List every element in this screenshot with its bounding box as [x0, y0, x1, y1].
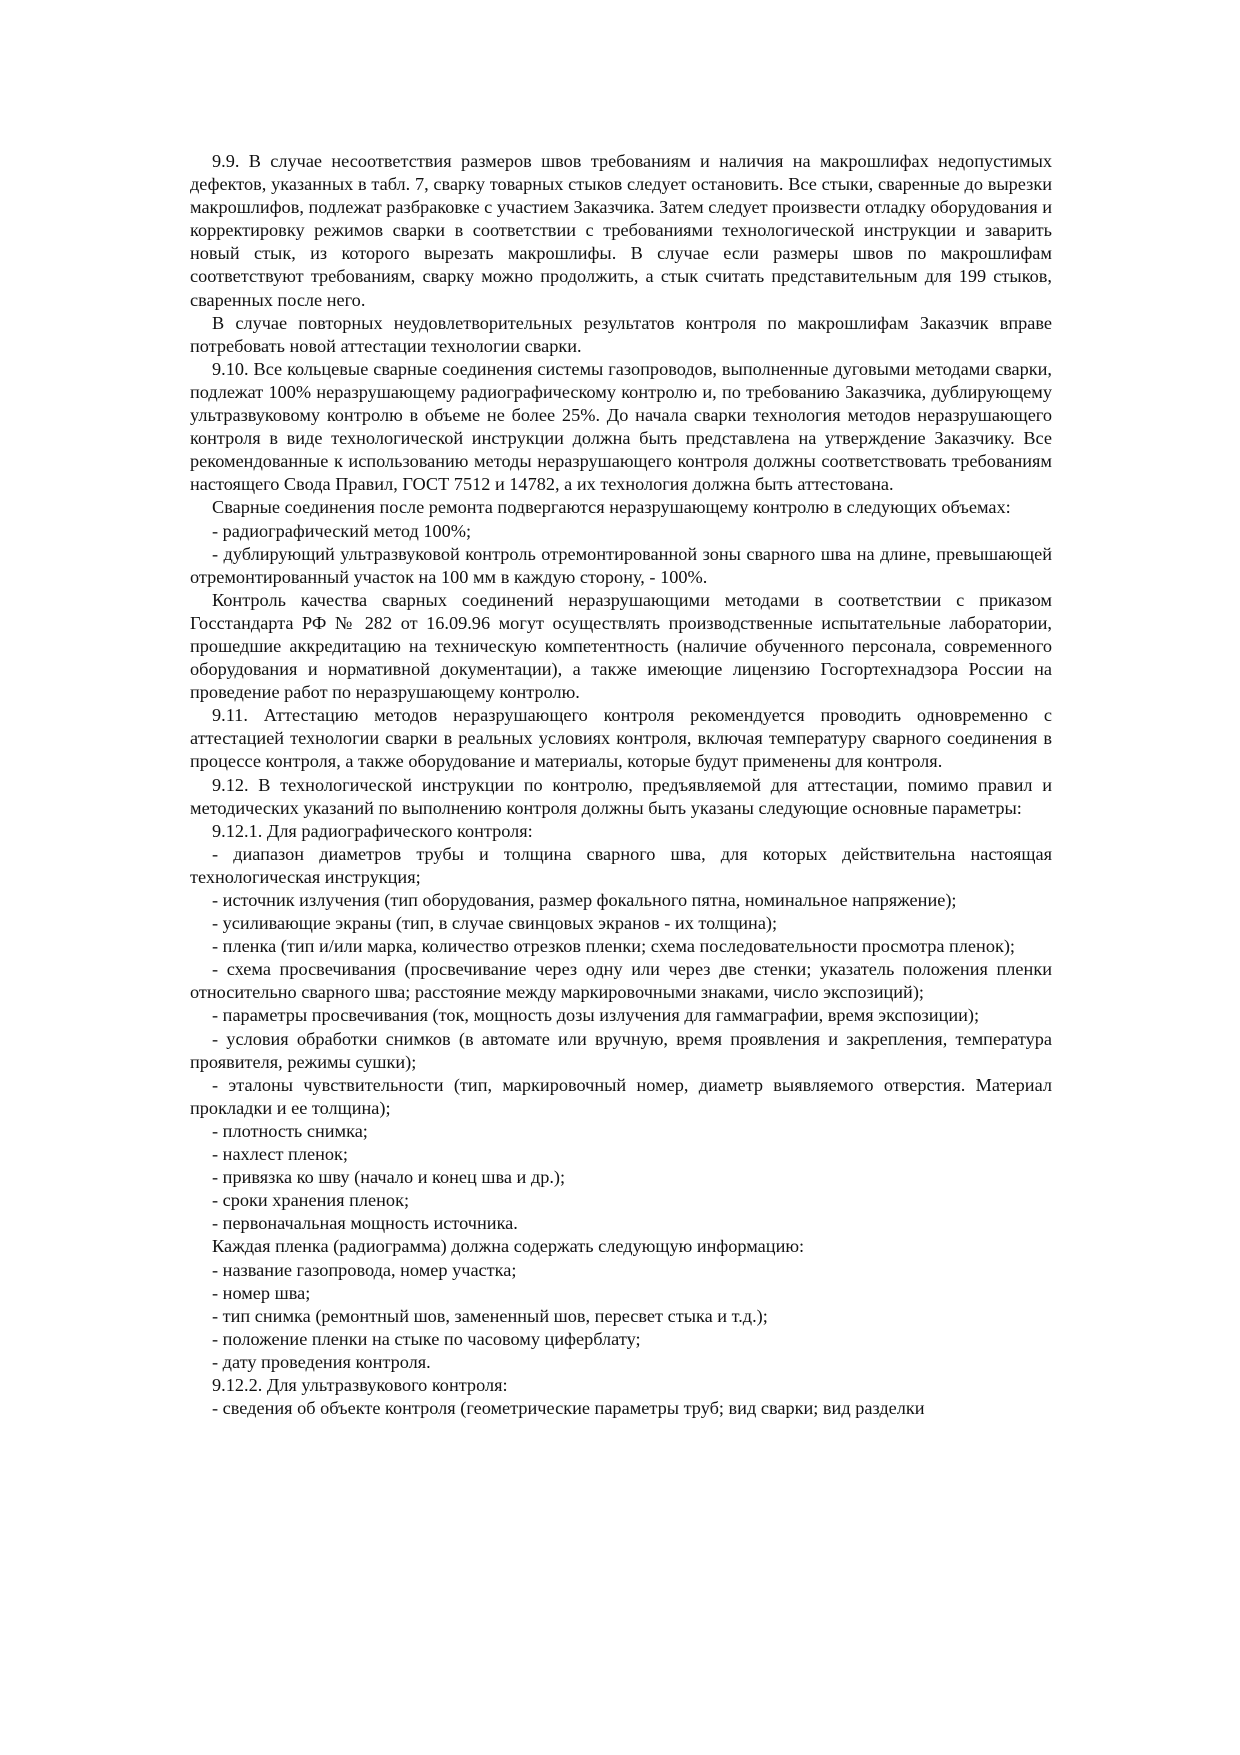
list-item: - эталоны чувствительности (тип, маркировочный номер, диаметр выявляемого отверстия. Материал прокладки и ее толщина); — [190, 1074, 1052, 1118]
paragraph-9-10: 9.10. Все кольцевые сварные соединения системы газопроводов, выполненные дуговыми методами сварки, подлежат 100% неразрушающему радиографическому контролю и, по требованию Заказчика, дублирующему ультразвуковому контролю в объеме не более 25%. До начала сварки технология методов неразрушающего контроля в виде технологической инструкции должна быть представлена на утверждение Заказчику. Все рекомендованные к использованию методы неразрушающего контроля должны соответствовать требованиям настоящего Свода Правил, ГОСТ 7512 и 14782, а их технология должна быть аттестована. — [190, 358, 1052, 495]
paragraph-film-info: Каждая пленка (радиограмма) должна содержать следующую информацию: — [212, 1236, 805, 1257]
paragraph-quality-control: Контроль качества сварных соединений неразрушающими методами в соответствии с приказом Госстандарта РФ № 282 от 16.09.96 могут осуществлять производственные испытательные лаборатории, прошедшие аккредитацию на техническую компетентность (наличие обученного персонала, современного оборудования и нормативной документации), а также имеющие лицензию Госгортехнадзора России на проведение работ по неразрушающему контролю. — [190, 589, 1052, 703]
paragraph-repeat-results: В случае повторных неудовлетворительных результатов контроля по макрошлифам Заказчик вправе потребовать новой аттестации технологии сварки. — [190, 312, 1052, 356]
paragraph-9-11: 9.11. Аттестацию методов неразрушающего контроля рекомендуется проводить одновременно с аттестацией технологии сварки в реальных условиях контроля, включая температуру сварного соединения в процессе контроля, а также оборудование и материалы, которые будут применены для контроля. — [190, 705, 1052, 772]
list-item: - плотность снимка; — [212, 1120, 368, 1141]
list-item: - первоначальная мощность источника. — [212, 1213, 518, 1234]
subheading-9-12-1: 9.12.1. Для радиографического контроля: — [212, 820, 533, 841]
list-item: - сведения об объекте контроля (геометрические параметры труб; вид сварки; вид разделки — [212, 1398, 925, 1419]
paragraph-repaired-joints: Сварные соединения после ремонта подвергаются неразрушающему контролю в следующих объемах: — [212, 497, 1011, 518]
list-item: - пленка (тип и/или марка, количество отрезков пленки; схема последовательности просмотра пленок); — [212, 936, 1016, 957]
list-item: - радиографический метод 100%; — [212, 520, 472, 541]
list-item: - сроки хранения пленок; — [212, 1190, 410, 1211]
list-item: - название газопровода, номер участка; — [212, 1259, 517, 1280]
list-item: - дату проведения контроля. — [212, 1351, 431, 1372]
list-item: - условия обработки снимков (в автомате или вручную, время проявления и закрепления, температура проявителя, режимы сушки); — [190, 1028, 1052, 1072]
list-item: - источник излучения (тип оборудования, размер фокального пятна, номинальное напряжение); — [212, 890, 957, 910]
document-page — [190, 150, 1052, 1420]
list-item: - номер шва; — [212, 1282, 311, 1303]
list-item: - диапазон диаметров трубы и толщина сварного шва, для которых действительна настоящая технологическая инструкция; — [190, 843, 1052, 887]
subheading-9-12-2: 9.12.2. Для ультразвукового контроля: — [212, 1374, 508, 1395]
list-item: - усиливающие экраны (тип, в случае свинцовых экранов - их толщина); — [212, 913, 778, 934]
list-item: - привязка ко шву (начало и конец шва и др.); — [212, 1167, 566, 1188]
list-item: - нахлест пленок; — [212, 1144, 348, 1165]
list-item: - тип снимка (ремонтный шов, замененный шов, пересвет стыка и т.д.); — [212, 1305, 768, 1326]
list-item: - параметры просвечивания (ток, мощность дозы излучения для гаммаграфии, время экспозиции); — [212, 1005, 980, 1026]
list-item: - дублирующий ультразвуковой контроль отремонтированной зоны сварного шва на длине, превышающей отремонтированный участок на 100 мм в каждую сторону, - 100%. — [190, 543, 1052, 587]
paragraph-9-12: 9.12. В технологической инструкции по контролю, предъявляемой для аттестации, помимо правил и методических указаний по выполнению контроля должны быть указаны следующие основные параметры: — [190, 774, 1052, 818]
paragraph-9-9: 9.9. В случае несоответствия размеров швов требованиям и наличия на макрошлифах недопустимых дефектов, указанных в табл. 7, сварку товарных стыков следует остановить. Все стыки, сваренные до вырезки макрошлифов, подлежат разбраковке с участием Заказчика. Затем следует произвести отладку оборудования и корректировку режимов сварки в соответствии с требованиями технологической инструкции и заварить новый стык, из которого вырезать макрошлифы. В случае если размеры швов по макрошлифам соответствуют требованиям, сварку можно продолжить, а стык считать представительным для 199 стыков, сваренных после него. — [190, 151, 1052, 310]
list-item: - положение пленки на стыке по часовому циферблату; — [212, 1328, 641, 1349]
list-item: - схема просвечивания (просвечивание через одну или через две стенки; указатель положения пленки относительно сварного шва; расстояние между маркировочными знаками, число экспозиций); — [190, 959, 1052, 1003]
